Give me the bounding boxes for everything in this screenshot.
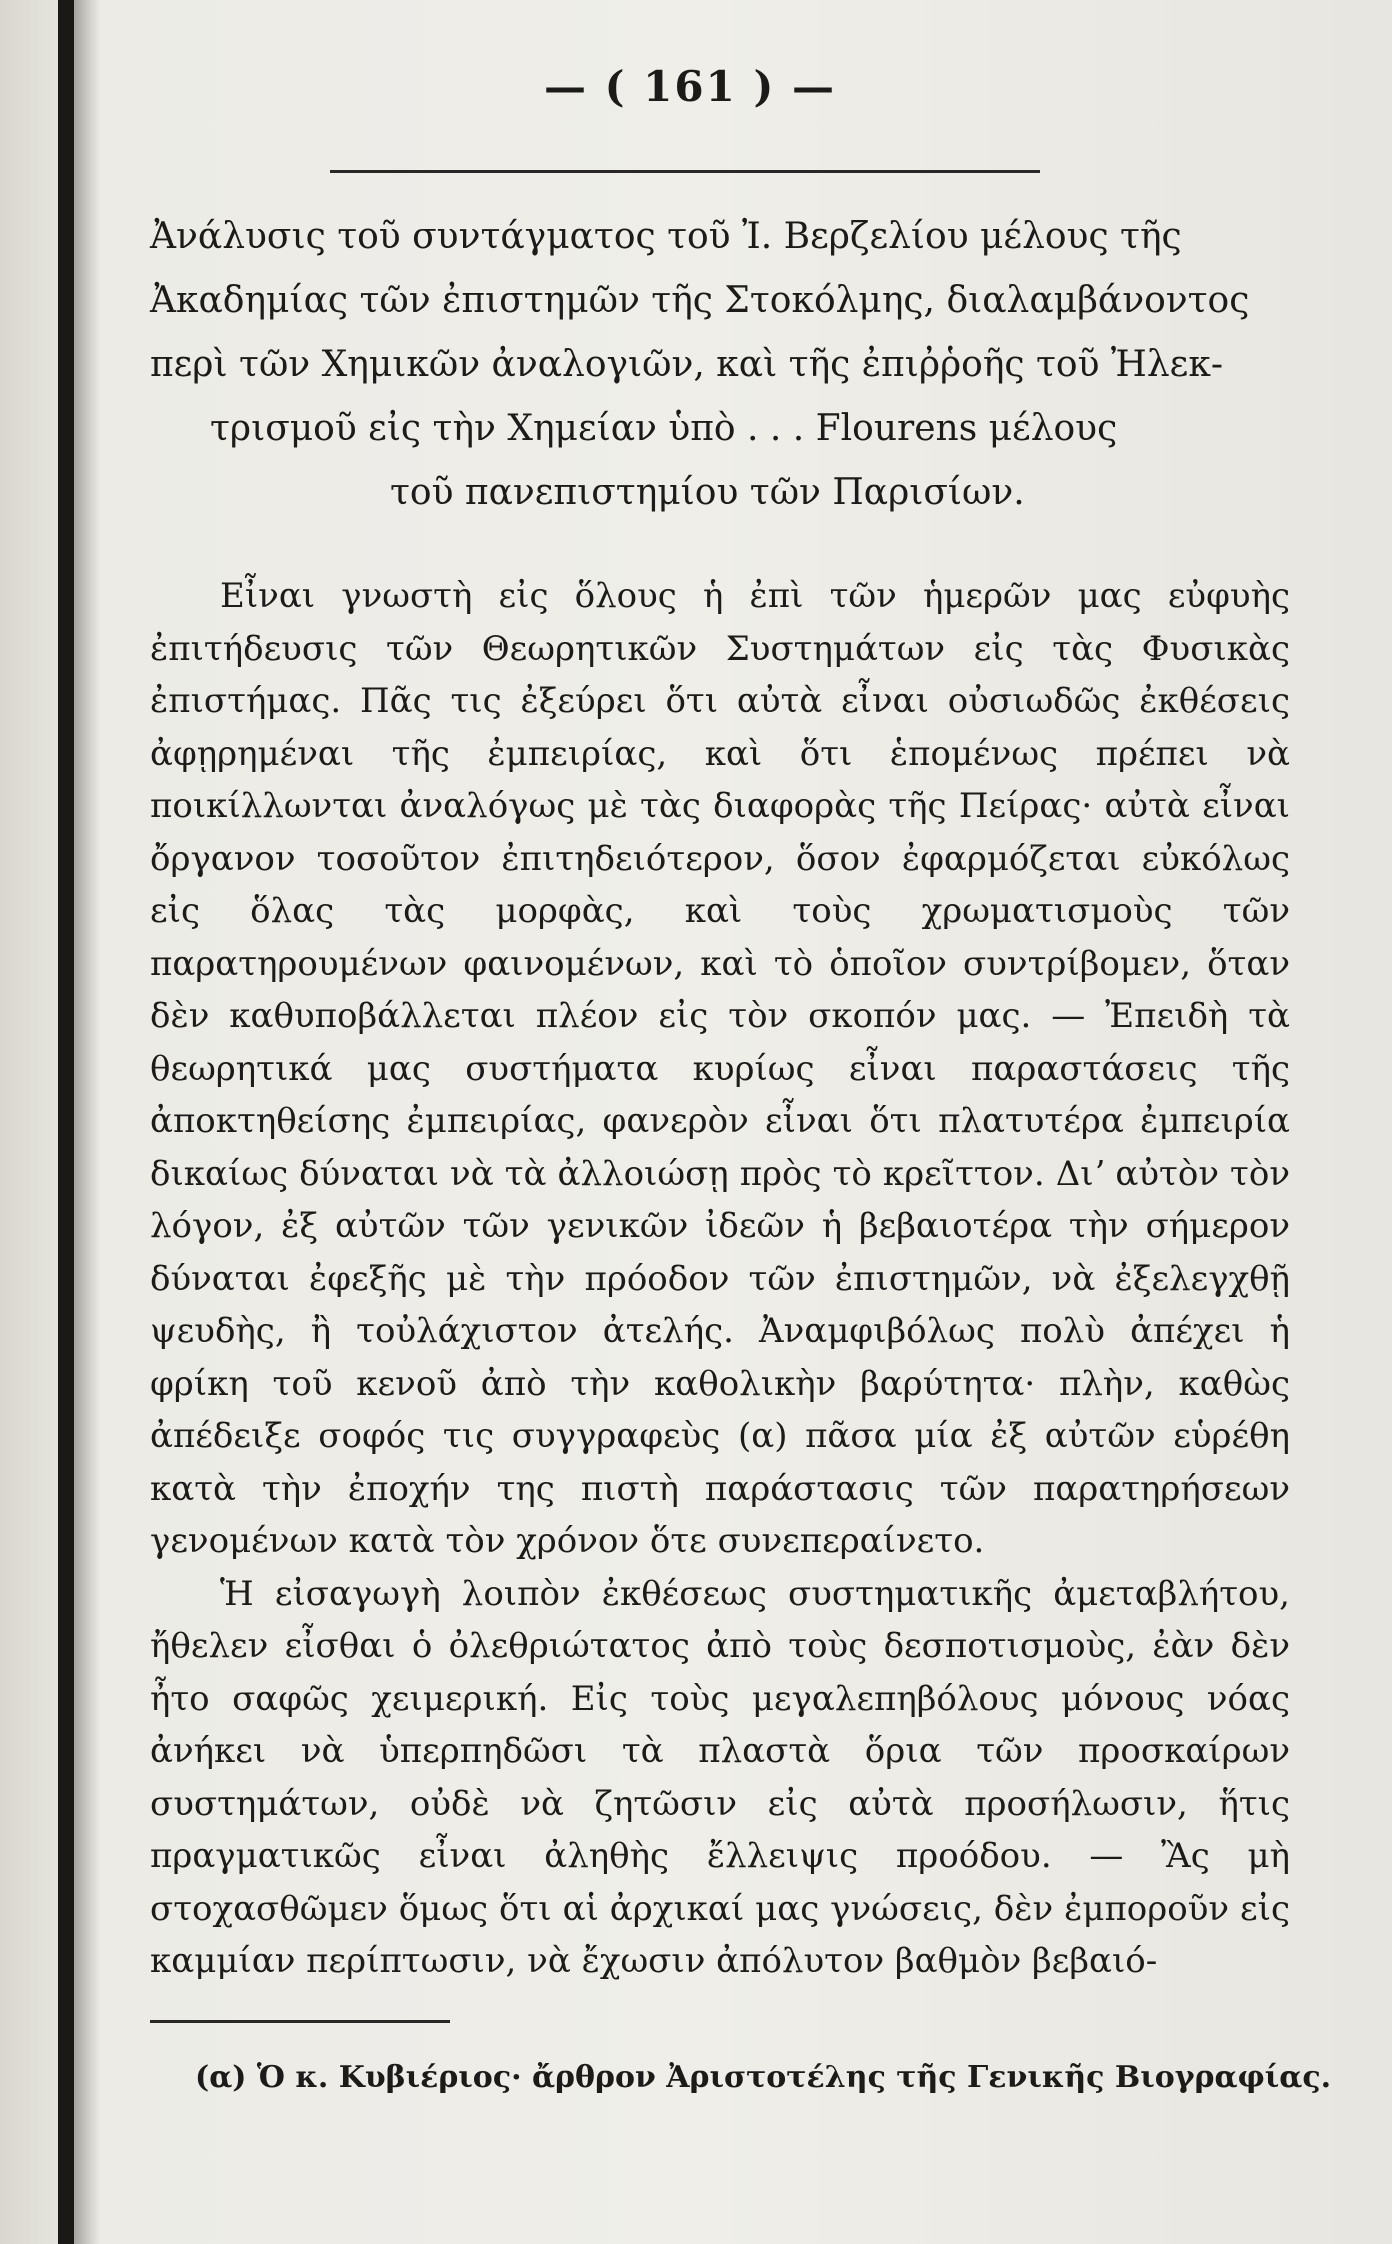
article-title — [150, 205, 1270, 525]
title-line-1: Ἀνάλυσις τοῦ συντάγματος τοῦ Ἰ. Βερζελίου μέλους τῆς — [150, 216, 1182, 257]
footnote-rule — [150, 2020, 450, 2023]
header-rule — [330, 170, 1040, 173]
body-text — [150, 570, 1290, 1988]
page-number-header: — ( 161 ) — — [544, 62, 836, 111]
binding-edge — [58, 0, 74, 2244]
paragraph-1: Εἶναι γνωστὴ εἰς ὅλους ἡ ἐπὶ τῶν ἡμερῶν μας εὐφυὴς ἐπιτήδευσις τῶν Θεωρητικῶν Συστημάτων εἰς τὰς Φυσικὰς ἐπιστήμας. Πᾶς τις ἐξεύρει ὅτι αὐτὰ εἶναι οὐσιωδῶς ἐκθέσεις ἀφῃρημέναι τῆς ἐμπειρίας, καὶ ὅτι ἑπομένως πρέπει νὰ ποικίλλωνται ἀναλόγως μὲ τὰς διαφορὰς τῆς Πείρας· αὐτὰ εἶναι ὄργανον τοσοῦτον ἐπιτηδειότερον, ὅσον ἐφαρμόζεται εὐκόλως εἰς ὅλας τὰς μορφὰς, καὶ τοὺς χρωματισμοὺς τῶν παρατηρουμένων φαινομένων, καὶ τὸ ὁποῖον συντρίβομεν, ὅταν δὲν καθυποβάλλεται πλέον εἰς τὸν σκοπόν μας. — Ἐπειδὴ τὰ θεωρητικά μας συστήματα κυρίως εἶναι παραστάσεις τῆς ἀποκτηθείσης ἐμπειρίας, φανερὸν εἶναι ὅτι πλατυτέρα ἐμπειρία δικαίως δύναται νὰ τὰ ἀλλοιώσῃ πρὸς τὸ κρεῖττον. Διʼ αὐτὸν τὸν λόγον, ἐξ αὐτῶν τῶν γενικῶν ἰδεῶν ἡ βεβαιοτέρα τὴν σήμερον δύναται ἐφεξῆς μὲ τὴν πρόοδον τῶν ἐπιστημῶν, νὰ ἐξελεγχθῇ ψευδὴς, ἢ τοὐλάχιστον ἀτελής. Ἀναμφιβόλως πολὺ ἀπέχει ἡ φρίκη τοῦ κενοῦ ἀπὸ τὴν καθολικὴν βαρύτητα· πλὴν, καθὼς ἀπέδειξε σοφός τις συγγραφεὺς (α) πᾶσα μία ἐξ αὐτῶν εὑρέθη κατὰ τὴν ἐποχήν της πιστὴ παράστασις τῶν παρατηρήσεων γενομένων κατὰ τὸν χρόνον ὅτε συνεπεραίνετο. — [150, 576, 1290, 1561]
paragraph-2: Ἡ εἰσαγωγὴ λοιπὸν ἐκθέσεως συστηματικῆς ἀμεταβλήτου, ἤθελεν εἶσθαι ὁ ὀλεθριώτατος ἀπὸ τοὺς δεσποτισμοὺς, ἐὰν δὲν ἦτο σαφῶς χειμερική. Εἰς τοὺς μεγαλεπηβόλους μόνους νόας ἀνήκει νὰ ὑπερπηδῶσι τὰ πλαστὰ ὅρια τῶν προσκαίρων συστημάτων, οὐδὲ νὰ ζητῶσιν εἰς αὐτὰ προσήλωσιν, ἥτις πραγματικῶς εἶναι ἀληθὴς ἔλλειψις προόδου. — Ἂς μὴ στοχασθῶμεν ὅμως ὅτι αἱ ἀρχικαί μας γνώσεις, δὲν ἐμποροῦν εἰς καμμίαν περίπτωσιν, νὰ ἔχωσιν ἀπόλυτον βαθμὸν βεβαιό- — [150, 1573, 1290, 1981]
footnote: (α) Ὁ κ. Κυβιέριος· ἄρθρον Ἀριστοτέλης τῆς Γενικῆς Βιογραφίας. — [195, 2060, 1332, 2095]
binding-shadow — [74, 0, 100, 2244]
title-line-4: τρισμοῦ εἰς τὴν Χημείαν ὑπὸ . . . Flourens μέλους — [210, 408, 1118, 449]
title-line-3: περὶ τῶν Χημικῶν ἀναλογιῶν, καὶ τῆς ἐπιῤῥοῆς τοῦ Ἠλεκ- — [150, 344, 1223, 385]
title-line-2: Ἀκαδημίας τῶν ἐπιστημῶν τῆς Στοκόλμης, διαλαμβάνοντος — [150, 280, 1250, 321]
title-line-5: τοῦ πανεπιστημίου τῶν Παρισίων. — [390, 472, 1025, 513]
